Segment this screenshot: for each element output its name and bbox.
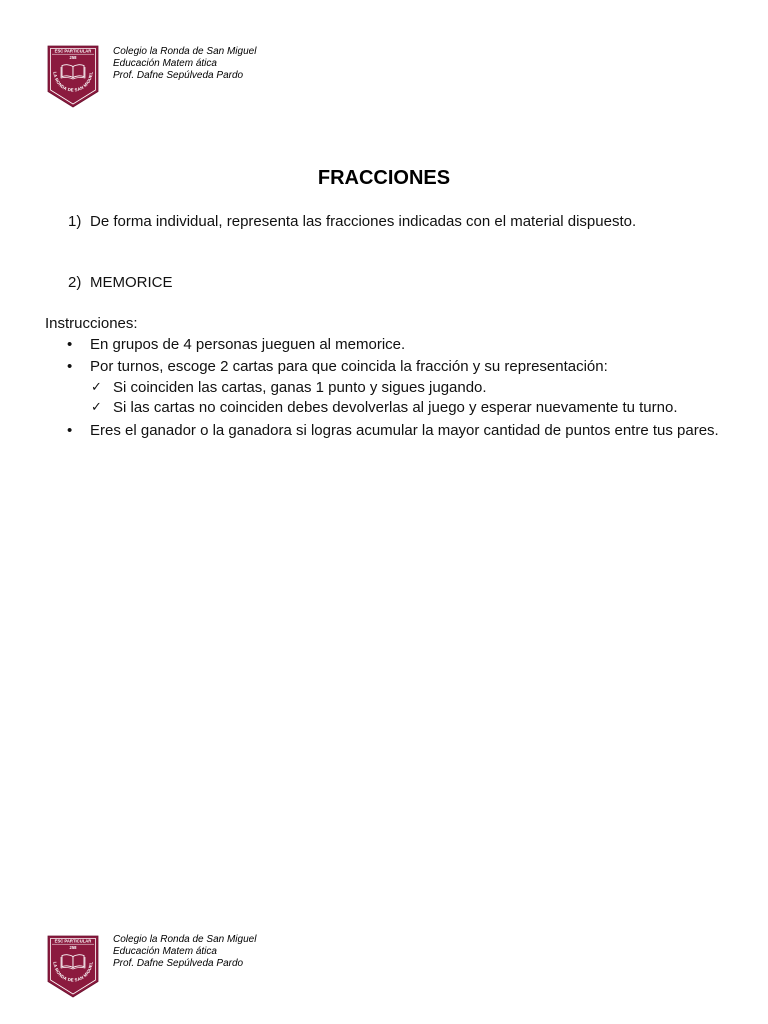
bullet-marker: • bbox=[67, 336, 73, 353]
header-school-info bbox=[113, 46, 256, 82]
numbered-item-2 bbox=[0, 274, 768, 292]
teacher-name: Prof. Dafne Sepúlveda Pardo bbox=[113, 70, 244, 81]
bullet-item bbox=[0, 358, 768, 376]
bullet-item bbox=[0, 336, 768, 354]
school-name: Colegio la Ronda de San Miguel bbox=[113, 46, 257, 57]
logo-top-text: ESC PARTICULAR bbox=[54, 48, 92, 54]
school-logo bbox=[47, 935, 99, 998]
bullet-text: Por turnos, escoge 2 cartas para que coincida la fracción y su representación: bbox=[90, 358, 608, 375]
item-text: MEMORICE bbox=[90, 274, 173, 291]
item-number: 1) bbox=[68, 213, 82, 230]
bullet-text: En grupos de 4 personas jueguen al memorice. bbox=[90, 336, 406, 353]
check-sub-item bbox=[0, 399, 768, 417]
school-name: Colegio la Ronda de San Miguel bbox=[113, 934, 257, 945]
subject-name: Educación Matem ática bbox=[113, 946, 217, 957]
book-left-page bbox=[62, 65, 73, 78]
footer-school-info bbox=[113, 934, 256, 970]
school-logo bbox=[47, 45, 99, 108]
book-left-page bbox=[62, 955, 73, 968]
checkmark-icon: ✓ bbox=[91, 380, 102, 395]
check-sub-item bbox=[0, 379, 768, 397]
logo-arc-text: LA RONDA DE SAN MIGUEL bbox=[52, 71, 94, 93]
instructions-label: Instrucciones: bbox=[45, 315, 138, 332]
bullet-marker: • bbox=[67, 422, 73, 439]
item-number: 2) bbox=[68, 274, 82, 291]
item-text: De forma individual, representa las fracciones indicadas con el material dispuesto. bbox=[90, 213, 637, 230]
logo-top-text: ESC PARTICULAR bbox=[54, 938, 92, 944]
book-right-page bbox=[73, 65, 84, 78]
sub-item-text: Si las cartas no coinciden debes devolverlas al juego y esperar nuevamente tu turno. bbox=[113, 399, 678, 416]
book-right-page bbox=[73, 955, 84, 968]
bullet-text: Eres el ganador o la ganadora si logras acumular la mayor cantidad de puntos entre tus pares. bbox=[90, 422, 719, 439]
logo-arc-text: LA RONDA DE SAN MIGUEL bbox=[52, 961, 94, 983]
teacher-name: Prof. Dafne Sepúlveda Pardo bbox=[113, 958, 244, 969]
numbered-item-1 bbox=[0, 213, 768, 231]
logo-number: 258 bbox=[69, 945, 77, 950]
logo-number: 258 bbox=[69, 55, 77, 60]
sub-item-text: Si coinciden las cartas, ganas 1 punto y sigues jugando. bbox=[113, 379, 487, 396]
instructions-heading bbox=[0, 315, 768, 333]
page-title: FRACCIONES bbox=[317, 167, 451, 189]
bullet-item bbox=[0, 422, 768, 440]
bullet-marker: • bbox=[67, 358, 73, 375]
subject-name: Educación Matem ática bbox=[113, 58, 217, 69]
checkmark-icon: ✓ bbox=[91, 400, 102, 415]
